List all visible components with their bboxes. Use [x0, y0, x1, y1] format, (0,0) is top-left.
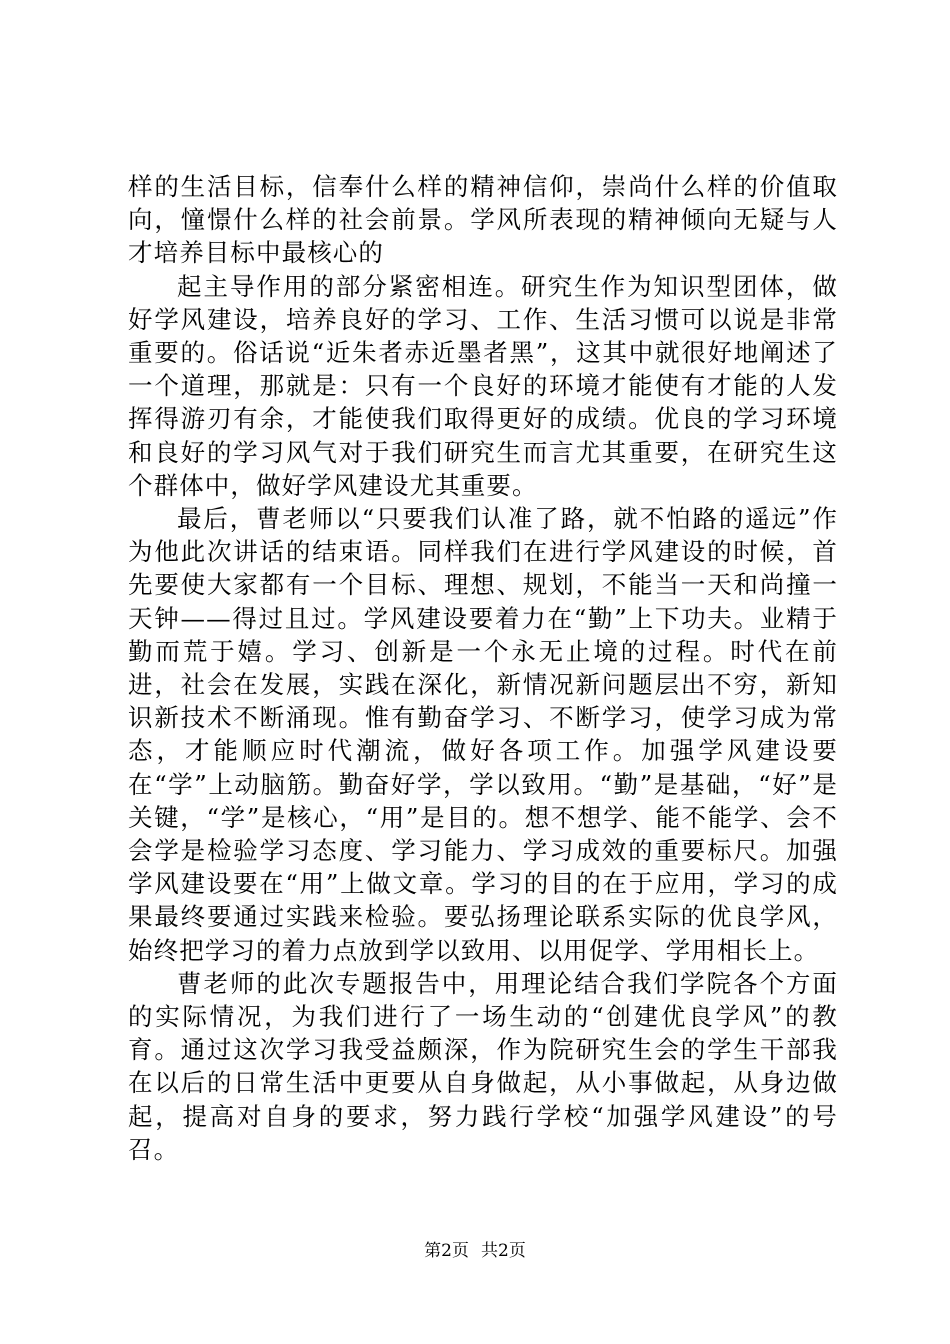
- paragraph-closing-remarks: 最后，曹老师以“只要我们认准了路，就不怕路的遥远”作为他此次讲话的结束语。同样我们在进行学风建设的时候，首先要使大家都有一个目标、理想、规划，不能当一天和尚撞一天钟——得过且过。学风建设要着力在“勤”上下功夫。业精于勤而荒于嬉。学习、创新是一个永无止境的过程。时代在前进，社会在发展，实践在深化，新情况新问题层出不穷，新知识新技术不断涌现。惟有勤奋学习、不断学习，使学习成为常态，才能顺应时代潮流，做好各项工作。加强学风建设要在“学”上动脑筋。勤奋好学，学以致用。“勤”是基础，“好”是关键，“学”是核心，“用”是目的。想不想学、能不能学、会不会学是检验学习态度、学习能力、学习成效的重要标尺。加强学风建设要在“用”上做文章。学习的目的在于应用，学习的成果最终要通过实践来检验。要弘扬理论联系实际的优良学风，始终把学习的着力点放到学以致用、以用促学、学用相长上。: [128, 504, 838, 965]
- paragraph-personal-reflection: 曹老师的此次专题报告中，用理论结合我们学院各个方面的实际情况，为我们进行了一场生动的“创建优良学风”的教育。通过这次学习我受益颇深，作为院研究生会的学生干部我在以后的日常生活中更要从自身做起，从小事做起，从身边做起，提高对自身的要求，努力践行学校“加强学风建设”的号召。: [128, 968, 838, 1164]
- page-number: 第2页: [424, 1241, 469, 1261]
- page-total: 共2页: [481, 1241, 526, 1261]
- paragraph-study-style-importance: 起主导作用的部分紧密相连。研究生作为知识型团体，做好学风建设，培养良好的学习、工作、生活习惯可以说是非常重要的。俗话说“近朱者赤近墨者黑”，这其中就很好地阐述了一个道理，那就是：只有一个良好的环境才能使有才能的人发挥得游刃有余，才能使我们取得更好的成绩。优良的学习环境和良好的学习风气对于我们研究生而言尤其重要，在研究生这个群体中，做好学风建设尤其重要。: [128, 271, 838, 500]
- body-text: [128, 170, 838, 1166]
- page-footer: [0, 1240, 950, 1262]
- paragraph-continuation: 样的生活目标，信奉什么样的精神信仰，崇尚什么样的价值取向，憧憬什么样的社会前景。学风所表现的精神倾向无疑与人才培养目标中最核心的: [128, 172, 838, 268]
